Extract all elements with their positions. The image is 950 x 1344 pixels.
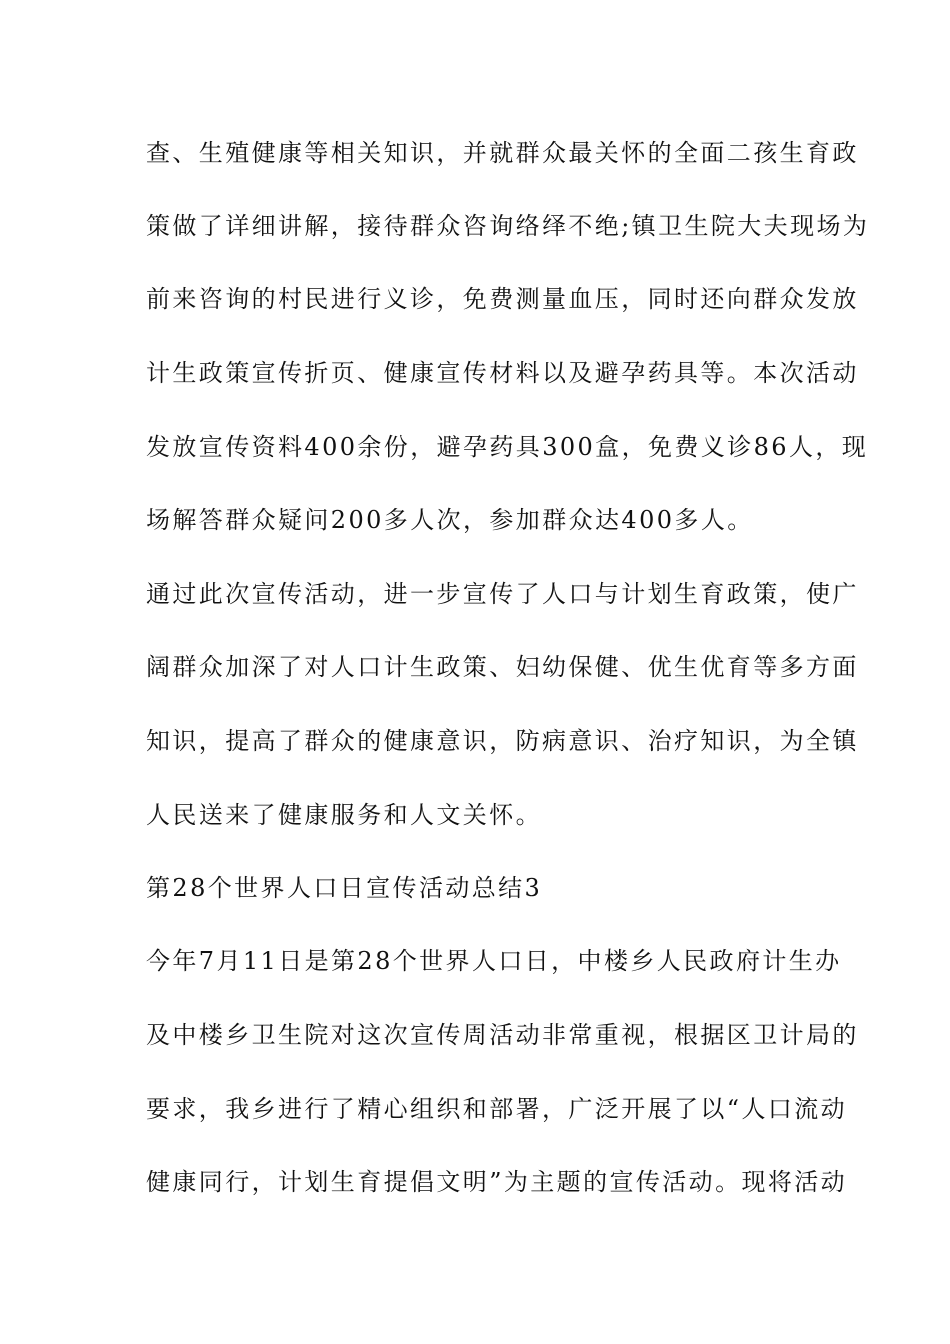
paragraph-1-line-5: 发放宣传资料400余份，避孕药具300盒，免费义诊86人，现 — [146, 433, 869, 461]
section-heading: 第28个世界人口日宣传活动总结3 — [146, 874, 543, 902]
paragraph-1-line-6: 场解答群众疑问200多人次，参加群众达400多人。 — [146, 506, 754, 534]
paragraph-3-line-3: 要求，我乡进行了精心组织和部署，广泛开展了以“人口流动 — [146, 1095, 848, 1123]
paragraph-1-line-3: 前来咨询的村民进行义诊，免费测量血压，同时还向群众发放 — [146, 285, 859, 313]
paragraph-1-line-1: 查、生殖健康等相关知识，并就群众最关怀的全面二孩生育政 — [146, 139, 859, 167]
paragraph-3-line-4: 健康同行，计划生育提倡文明”为主题的宣传活动。现将活动 — [146, 1168, 848, 1196]
paragraph-2-line-1: 通过此次宣传活动，进一步宣传了人口与计划生育政策，使广 — [146, 580, 859, 608]
paragraph-1-line-4: 计生政策宣传折页、健康宣传材料以及避孕药具等。本次活动 — [146, 359, 859, 387]
paragraph-3-line-2: 及中楼乡卫生院对这次宣传周活动非常重视，根据区卫计局的 — [146, 1021, 859, 1049]
paragraph-3-line-1: 今年7月11日是第28个世界人口日，中楼乡人民政府计生办 — [146, 947, 842, 975]
paragraph-1-line-2: 策做了详细讲解，接待群众咨询络绎不绝;镇卫生院大夫现场为 — [146, 212, 870, 240]
paragraph-2-line-3: 知识，提高了群众的健康意识，防病意识、治疗知识，为全镇 — [146, 727, 859, 755]
paragraph-2-line-2: 阔群众加深了对人口计生政策、妇幼保健、优生优育等多方面 — [146, 653, 859, 681]
paragraph-2-line-4: 人民送来了健康服务和人文关怀。 — [146, 801, 542, 829]
